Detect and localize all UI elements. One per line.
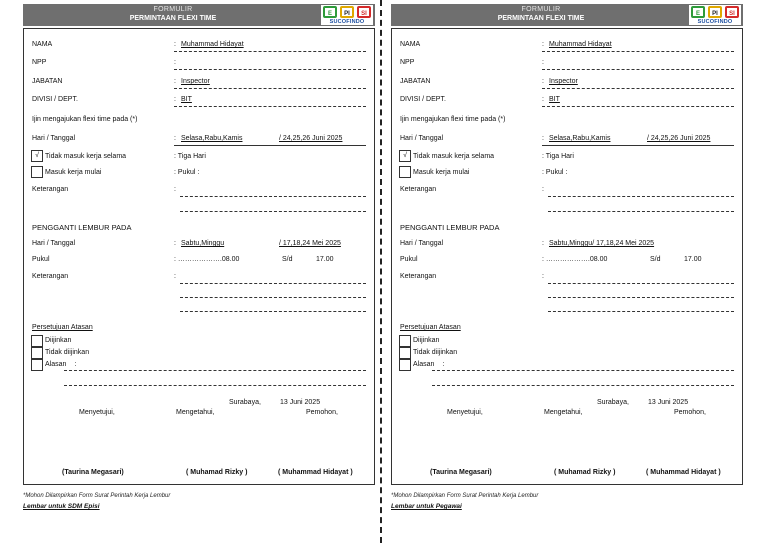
footer-note: *Mohon Dilampirkan Form Surat Perintah Kerja Lembur — [23, 493, 171, 499]
footer-copy-label: Lembar untuk Pegawai — [391, 503, 462, 510]
pengganti-hari-value[interactable]: Sabtu,Minggu — [181, 240, 225, 247]
alasan-label: Alasan — [413, 361, 435, 368]
logo-wordmark: SUCOFINDO — [697, 19, 733, 25]
field-label: JABATAN — [400, 78, 431, 85]
pukul-start-value[interactable]: : ……………….08.00 — [542, 256, 608, 263]
form-title: PERMINTAAN FLEXI TIME — [129, 15, 217, 22]
logo-pi-box: PI — [340, 6, 354, 18]
field-label: DIVISI / DEPT. — [400, 96, 446, 103]
field-label: Keterangan — [32, 273, 69, 280]
signature-name-2: ( Muhamad Rizky ) — [186, 469, 248, 476]
signature-name-2: ( Muhamad Rizky ) — [554, 469, 616, 476]
pukul-sd: S/d — [282, 256, 293, 263]
alasan-label: Alasan — [45, 361, 67, 368]
checkbox-label: Tidak masuk kerja selama — [45, 153, 127, 160]
form-title-top: FORMULIR — [153, 6, 193, 13]
checkbox-label: Masuk kerja mulai — [413, 169, 470, 176]
signature-role-menyetujui: Menyetujui, — [447, 409, 483, 416]
checkbox-tidak-masuk[interactable]: √ — [31, 150, 43, 162]
keterangan-line[interactable] — [548, 311, 734, 312]
cut-line-divider — [380, 0, 382, 543]
field-label: Hari / Tanggal — [32, 135, 76, 142]
field-label: Hari / Tanggal — [400, 240, 444, 247]
signature-role-menyetujui: Menyetujui, — [79, 409, 115, 416]
logo-pi-box: PI — [708, 6, 722, 18]
field-value[interactable]: BIT — [549, 96, 560, 103]
checkbox-label: Masuk kerja mulai — [45, 169, 102, 176]
keterangan-line[interactable] — [548, 283, 734, 284]
alasan-line[interactable] — [432, 370, 734, 371]
field-label: DIVISI / DEPT. — [32, 96, 78, 103]
checkbox-diijinkan[interactable] — [31, 335, 43, 347]
form-body — [23, 28, 375, 485]
checkbox-label: Tidak masuk kerja selama — [413, 153, 495, 160]
field-colon: : — [542, 59, 544, 66]
keterangan-line[interactable] — [180, 196, 366, 197]
form-title: PERMINTAAN FLEXI TIME — [497, 15, 585, 22]
field-label: JABATAN — [32, 78, 63, 85]
logo-e-box: E — [323, 6, 337, 18]
field-colon: : — [542, 186, 544, 193]
field-label: Hari / Tanggal — [32, 240, 76, 247]
form-body — [391, 28, 743, 485]
field-line — [174, 69, 366, 70]
logo-wordmark: SUCOFINDO — [329, 19, 365, 25]
field-line — [542, 69, 734, 70]
field-colon: : — [174, 186, 176, 193]
logo-si-box: SI — [725, 6, 739, 18]
signature-name-1: (Taurina Megasari) — [430, 469, 492, 476]
signature-role-pemohon: Pemohon, — [674, 409, 706, 416]
keterangan-line[interactable] — [548, 297, 734, 298]
pengganti-hari-value[interactable]: Sabtu,Minggu/ 17,18,24 Mei 2025 — [549, 240, 655, 247]
flexi-time-form-pegawai — [391, 4, 743, 510]
field-label: Hari / Tanggal — [400, 135, 444, 142]
request-intro: Ijin mengajukan flexi time pada (*) — [32, 116, 138, 123]
field-label: NPP — [400, 59, 415, 66]
field-line — [174, 51, 366, 52]
checkbox-tidak-diijinkan[interactable] — [399, 347, 411, 359]
field-colon: : — [542, 240, 544, 247]
alasan-colon: : — [74, 361, 77, 368]
field-colon: : — [542, 41, 544, 48]
field-line — [542, 51, 734, 52]
field-label: Pukul — [400, 256, 418, 263]
checkbox-masuk-kerja[interactable] — [399, 166, 411, 178]
checkbox-masuk-kerja[interactable] — [31, 166, 43, 178]
request-hari-value[interactable]: Selasa,Rabu,Kamis — [181, 135, 243, 142]
field-label: Keterangan — [32, 186, 69, 193]
field-line — [542, 88, 734, 89]
signature-role-mengetahui: Mengetahui, — [544, 409, 583, 416]
field-colon: : — [542, 273, 544, 280]
signature-role-pemohon: Pemohon, — [306, 409, 338, 416]
signature-role-mengetahui: Mengetahui, — [176, 409, 215, 416]
field-value[interactable]: Muhammad Hidayat — [181, 41, 244, 48]
signature-name-3: ( Muhammad Hidayat ) — [646, 469, 721, 476]
field-colon: : — [174, 41, 176, 48]
field-value[interactable]: Inspector — [549, 78, 578, 85]
sucofindo-logo — [689, 5, 741, 25]
pukul-sd: S/d — [650, 256, 661, 263]
request-hari-value[interactable]: Selasa,Rabu,Kamis — [549, 135, 611, 142]
flexi-time-form-sdm — [23, 4, 375, 510]
field-label: NAMA — [400, 41, 421, 48]
pengganti-tanggal-value[interactable]: / 17,18,24 Mei 2025 — [279, 240, 341, 247]
field-value[interactable]: Muhammad Hidayat — [549, 41, 612, 48]
form-title-top: FORMULIR — [521, 6, 561, 13]
checkbox-label — [45, 361, 76, 368]
request-tanggal-value[interactable]: / 24,25,26 Juni 2025 — [647, 135, 711, 142]
pengganti-title: PENGGANTI LEMBUR PADA — [32, 223, 132, 232]
field-colon: : — [174, 240, 176, 247]
field-label: Pukul — [32, 256, 50, 263]
field-colon: : — [174, 59, 176, 66]
field-colon: : — [174, 96, 176, 103]
field-colon: : — [542, 135, 544, 142]
pukul-end-value[interactable]: 17.00 — [316, 256, 334, 263]
pengganti-title: PENGGANTI LEMBUR PADA — [400, 223, 500, 232]
checkbox-alasan[interactable] — [31, 359, 43, 371]
checkbox-tidak-diijinkan[interactable] — [31, 347, 43, 359]
checkbox-tidak-masuk[interactable]: √ — [399, 150, 411, 162]
field-value[interactable]: BIT — [181, 96, 192, 103]
logo-si-box: SI — [357, 6, 371, 18]
field-value[interactable]: Inspector — [181, 78, 210, 85]
field-label: Keterangan — [400, 186, 437, 193]
masuk-kerja-value[interactable]: : Pukul : — [542, 169, 568, 176]
signature-name-1: (Taurina Megasari) — [62, 469, 124, 476]
keterangan-line[interactable] — [180, 311, 366, 312]
signature-place: Surabaya, — [597, 399, 629, 406]
signature-name-3: ( Muhammad Hidayat ) — [278, 469, 353, 476]
keterangan-line[interactable] — [180, 211, 366, 212]
keterangan-line[interactable] — [548, 196, 734, 197]
pukul-end-value[interactable]: 17.00 — [684, 256, 702, 263]
signature-place: Surabaya, — [229, 399, 261, 406]
alasan-colon: : — [442, 361, 445, 368]
field-line — [542, 106, 734, 107]
approval-title: Persetujuan Atasan — [32, 324, 93, 331]
approval-title: Persetujuan Atasan — [400, 324, 461, 331]
signature-date: 13 Juni 2025 — [280, 399, 321, 406]
request-tanggal-value[interactable]: / 24,25,26 Juni 2025 — [279, 135, 343, 142]
field-colon: : — [542, 96, 544, 103]
pukul-start-value[interactable]: : ……………….08.00 — [174, 256, 240, 263]
request-intro: Ijin mengajukan flexi time pada (*) — [400, 116, 506, 123]
checkbox-label — [413, 361, 444, 368]
checkbox-label: Tidak diijinkan — [45, 349, 90, 356]
signature-date: 13 Juni 2025 — [648, 399, 689, 406]
field-label: NPP — [32, 59, 47, 66]
sucofindo-logo — [321, 5, 373, 25]
form-header — [391, 4, 743, 26]
masuk-kerja-value[interactable]: : Pukul : — [174, 169, 200, 176]
alasan-line[interactable] — [64, 370, 366, 371]
checkbox-label: Diijinkan — [45, 337, 72, 344]
tidak-masuk-value[interactable]: : Tiga Hari — [542, 153, 574, 160]
checkbox-alasan[interactable] — [399, 359, 411, 371]
footer-note: *Mohon Dilampirkan Form Surat Perintah Kerja Lembur — [391, 493, 539, 499]
field-label: Keterangan — [400, 273, 437, 280]
alasan-line[interactable] — [432, 385, 734, 386]
checkbox-label: Tidak diijinkan — [413, 349, 458, 356]
tidak-masuk-value[interactable]: : Tiga Hari — [174, 153, 206, 160]
field-line — [542, 145, 734, 146]
field-label: NAMA — [32, 41, 53, 48]
logo-e-box: E — [691, 6, 705, 18]
form-header — [23, 4, 375, 26]
keterangan-line[interactable] — [180, 283, 366, 284]
keterangan-line[interactable] — [548, 211, 734, 212]
field-colon: : — [174, 78, 176, 85]
field-colon: : — [174, 135, 176, 142]
field-colon: : — [174, 273, 176, 280]
field-colon: : — [542, 78, 544, 85]
checkbox-diijinkan[interactable] — [399, 335, 411, 347]
field-line — [174, 88, 366, 89]
alasan-line[interactable] — [64, 385, 366, 386]
checkbox-label: Diijinkan — [413, 337, 440, 344]
keterangan-line[interactable] — [180, 297, 366, 298]
footer-copy-label: Lembar untuk SDM Episi — [23, 503, 100, 510]
field-line — [174, 106, 366, 107]
field-line — [174, 145, 366, 146]
